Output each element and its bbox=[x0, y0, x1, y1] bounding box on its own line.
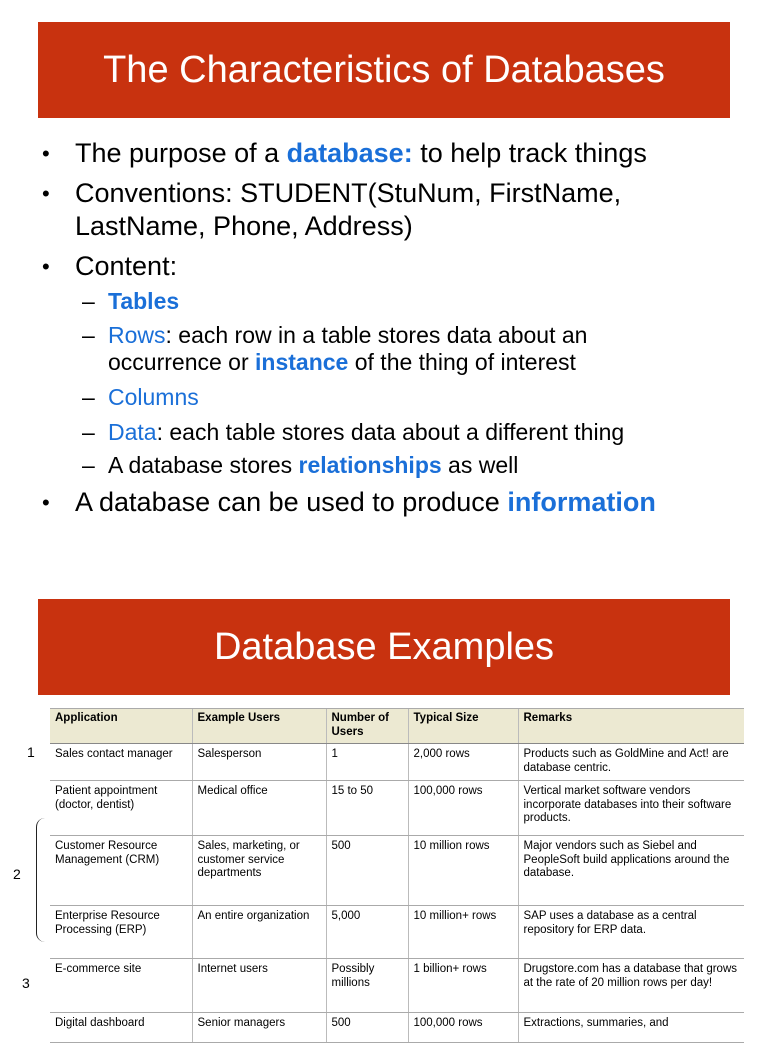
bullet-conventions bbox=[42, 177, 735, 243]
highlight-instance: instance bbox=[255, 349, 349, 375]
cell: An entire organization bbox=[192, 906, 326, 959]
cell: 1 bbox=[326, 744, 408, 781]
text: to help track things bbox=[412, 138, 647, 168]
header-number-of-users: Number of Users bbox=[326, 709, 408, 744]
table-row bbox=[50, 836, 744, 906]
cell: Vertical market software vendors incorporate databases into their software products. bbox=[518, 781, 744, 836]
text: as well bbox=[441, 452, 519, 478]
header-typical-size: Typical Size bbox=[408, 709, 518, 744]
cell: Major vendors such as Siebel and PeopleSoft build applications around the database. bbox=[518, 836, 744, 906]
cell: 500 bbox=[326, 1013, 408, 1043]
dash: – bbox=[82, 322, 95, 348]
sub-rows bbox=[82, 322, 728, 376]
cell: Internet users bbox=[192, 959, 326, 1013]
cell: 100,000 rows bbox=[408, 1013, 518, 1043]
cell: Customer Resource Management (CRM) bbox=[50, 836, 192, 906]
highlight-tables: Tables bbox=[108, 288, 180, 314]
cell: Possibly millions bbox=[326, 959, 408, 1013]
dash: – bbox=[82, 452, 95, 478]
row-label-2: 2 bbox=[13, 866, 21, 882]
header-application: Application bbox=[50, 709, 192, 744]
text: A database can be used to produce bbox=[75, 487, 508, 517]
cell: Drugstore.com has a database that grows at the rate of 20 million rows per day! bbox=[518, 959, 744, 1013]
text: LastName, Phone, Address) bbox=[75, 211, 413, 241]
cell: E-commerce site bbox=[50, 959, 192, 1013]
bullet-content bbox=[42, 250, 735, 283]
highlight-rows: Rows bbox=[108, 322, 166, 348]
slide1-title-banner bbox=[38, 22, 730, 118]
bullet-dot: • bbox=[42, 254, 50, 279]
header-remarks: Remarks bbox=[518, 709, 744, 744]
highlight-columns: Columns bbox=[108, 384, 199, 410]
text: A database stores bbox=[108, 452, 299, 478]
cell: Salesperson bbox=[192, 744, 326, 781]
cell: 15 to 50 bbox=[326, 781, 408, 836]
cell: Extractions, summaries, and bbox=[518, 1013, 744, 1043]
cell: 1 billion+ rows bbox=[408, 959, 518, 1013]
highlight-database: database: bbox=[286, 138, 413, 168]
table-header-row bbox=[50, 709, 744, 744]
text: The purpose of a bbox=[75, 138, 287, 168]
table-row bbox=[50, 781, 744, 836]
sub-tables bbox=[82, 288, 728, 315]
bullet-dot: • bbox=[42, 181, 50, 206]
cell: 100,000 rows bbox=[408, 781, 518, 836]
bullet-purpose bbox=[42, 137, 735, 170]
sub-columns bbox=[82, 384, 728, 411]
cell: SAP uses a database as a central repository for ERP data. bbox=[518, 906, 744, 959]
text: : each row in a table stores data about an bbox=[165, 322, 588, 348]
row-label-1: 1 bbox=[27, 744, 35, 760]
table-row bbox=[50, 744, 744, 781]
cell: Sales, marketing, or customer service departments bbox=[192, 836, 326, 906]
bullet-dot: • bbox=[42, 141, 50, 166]
table-row bbox=[50, 906, 744, 959]
text: occurrence or bbox=[108, 349, 256, 375]
text: Content: bbox=[75, 251, 178, 281]
text: of the thing of interest bbox=[348, 349, 576, 375]
highlight-data: Data bbox=[108, 419, 157, 445]
highlight-relationships: relationships bbox=[298, 452, 442, 478]
slide2-title-banner bbox=[38, 599, 730, 695]
sub-relationships bbox=[82, 452, 728, 479]
slide2-title: Database Examples bbox=[213, 625, 555, 668]
text: : each table stores data about a different thing bbox=[156, 419, 625, 445]
cell: 2,000 rows bbox=[408, 744, 518, 781]
cell: Senior managers bbox=[192, 1013, 326, 1043]
table-row bbox=[50, 1013, 744, 1043]
dash: – bbox=[82, 384, 95, 410]
sub-data bbox=[82, 419, 728, 446]
group-brace bbox=[36, 818, 45, 942]
bullet-information bbox=[42, 486, 735, 519]
slide1-title: The Characteristics of Databases bbox=[103, 48, 665, 91]
dash: – bbox=[82, 419, 95, 445]
database-examples-table bbox=[50, 708, 744, 1043]
cell: 10 million+ rows bbox=[408, 906, 518, 959]
row-label-3: 3 bbox=[22, 975, 30, 991]
cell: Digital dashboard bbox=[50, 1013, 192, 1043]
table-row bbox=[50, 959, 744, 1013]
cell: Medical office bbox=[192, 781, 326, 836]
cell: Sales contact manager bbox=[50, 744, 192, 781]
dash: – bbox=[82, 288, 95, 314]
cell: Products such as GoldMine and Act! are database centric. bbox=[518, 744, 744, 781]
header-example-users: Example Users bbox=[192, 709, 326, 744]
cell: 500 bbox=[326, 836, 408, 906]
cell: Enterprise Resource Processing (ERP) bbox=[50, 906, 192, 959]
text: Conventions: STUDENT(StuNum, FirstName, bbox=[75, 178, 622, 208]
bullet-dot: • bbox=[42, 490, 50, 515]
highlight-information: information bbox=[507, 487, 656, 517]
cell: Patient appointment (doctor, dentist) bbox=[50, 781, 192, 836]
cell: 5,000 bbox=[326, 906, 408, 959]
cell: 10 million rows bbox=[408, 836, 518, 906]
